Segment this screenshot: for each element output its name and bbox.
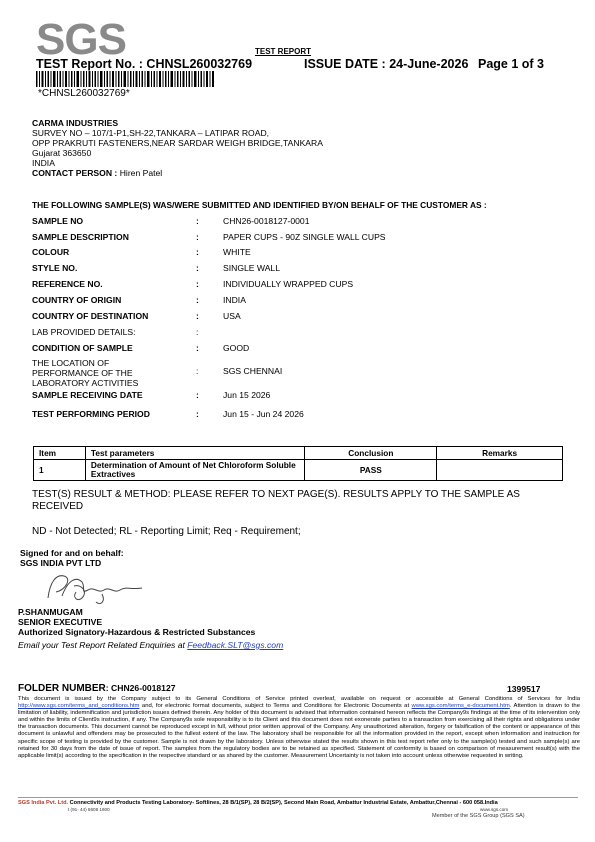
test-table	[33, 446, 563, 481]
contact-label: CONTACT PERSON :	[32, 168, 118, 178]
signer-authority: Authorized Signatory-Hazardous & Restricted Substances	[18, 627, 256, 637]
row-label: CONDITION OF SAMPLE	[32, 343, 133, 353]
result-method-note: TEST(S) RESULT & METHOD: PLEASE REFER TO NEXT PAGE(S). RESULTS APPLY TO THE SAMPLE AS RECEIVED	[32, 489, 520, 512]
row-colon: :	[196, 311, 199, 321]
folder-label: FOLDER NUMBER	[18, 683, 106, 694]
row-label: SAMPLE RECEIVING DATE	[32, 390, 143, 400]
signer-title: SENIOR EXECUTIVE	[18, 617, 103, 627]
row-colon: :	[196, 343, 199, 353]
row-value: Jun 15 2026	[223, 390, 271, 400]
website-link[interactable]: www.sgs.com	[480, 807, 509, 812]
terms-part: and, for electronic format documents, subject to Terms and Conditions for Electronic Documents at	[141, 703, 410, 710]
row-value: Jun 15 - Jun 24 2026	[223, 409, 304, 419]
lab-name: SGS India Pvt. Ltd.	[18, 800, 69, 806]
signer-block	[18, 607, 255, 637]
row-label: COUNTRY OF ORIGIN	[32, 295, 122, 305]
lab-address-line	[18, 800, 498, 806]
contact-person	[32, 168, 323, 178]
report-number: TEST Report No. : CHNSL260032769	[36, 57, 253, 71]
row-colon: :	[196, 263, 199, 273]
table-header-row	[34, 447, 563, 460]
row-value: SGS CHENNAI	[223, 366, 283, 376]
cell-parameter: Determination of Amount of Net Chloroform Soluble Extractives	[85, 460, 305, 481]
row-value: INDIVIDUALLY WRAPPED CUPS	[223, 279, 354, 289]
row-label: THE LOCATION OF PERFORMANCE OF THE LABORATORY ACTIVITIES	[32, 358, 139, 388]
folder-value: : CHN26-0018127	[105, 683, 176, 693]
lab-phone: t (91- 44) 6608 1600	[68, 807, 110, 812]
signed-block	[20, 548, 124, 568]
customer-name: CARMA INDUSTRIES	[32, 118, 119, 128]
row-value: INDIA	[223, 295, 246, 305]
sgs-logo: SGS	[36, 15, 126, 64]
row-value: CHN26-0018127-0001	[223, 216, 310, 226]
address-line: SURVEY NO – 107/1-P1,SH-22,TANKARA – LATIPAR ROAD,	[32, 128, 270, 138]
row-label: STYLE NO.	[32, 263, 78, 273]
handwritten-signature	[42, 568, 152, 608]
cell-remarks	[437, 460, 563, 481]
terms-part: . Attention is drawn to the limitation of liability, indemnification and jurisdiction issues defined therein. Any holder of this document is advised that information contained hereon reflects the Company9s findings at the time of its intervention only and within the limits of Client9s instruction, if any. The Company9s sole responsibility is to its Client and this document does not exonerate parties to a transaction from exercising all their rights and obligations under the transaction documents. This document cannot be reproduced except in full, without prior written approval of the Company. Any unauthorized alteration, forgery or falsification of the content or appearance of this document is unlawful and offenders may be prosecuted to the fullest extent of the law. The laboratory shall be responsible for all the information provided in the report, except when information and instruction for specific scope of testing is provided by the customer. Sample is not drawn by the laboratory. Unless otherwise stated the results shown in this test report refer only to the sample(s) tested and such sample(s) are retained for 30 days from the date of issue of report. The samples from the regulatory bodies are to be retained as specified. Statement of conformity is based on comparison of measurement result(s) with the applicable limit(s) according to the specification in the respective standard or as shared by the customer. Measurement Uncertainty is not taken into account unless otherwise requested in writing.	[18, 703, 580, 759]
barcode	[36, 71, 214, 87]
row-value: USA	[223, 311, 241, 321]
row-value: PAPER CUPS - 90Z SINGLE WALL CUPS	[223, 232, 386, 242]
terms-part: This document is issued by the Company subject to its General Conditions of Service printed overleaf, available on request or accessible at General Conditions of Services for India	[18, 696, 580, 702]
enquiry-email-line	[18, 640, 283, 650]
footer-divider	[18, 797, 578, 798]
feedback-email-link[interactable]: Feedback.SLT@sgs.com	[187, 640, 284, 650]
table-row	[34, 460, 563, 481]
email-prefix: Email your Test Report Related Enquiries at	[18, 640, 185, 650]
row-colon: :	[196, 279, 199, 289]
address-line: INDIA	[32, 158, 55, 168]
row-colon: :	[196, 327, 199, 337]
terms-link[interactable]: http://www.sgs.com/terms_and_conditions.htm	[18, 703, 140, 710]
row-label: COLOUR	[32, 247, 70, 257]
abbreviations-note: ND - Not Detected; RL - Reporting Limit; Req - Requirement;	[32, 526, 301, 537]
row-colon: :	[196, 366, 199, 376]
row-colon: :	[196, 390, 199, 400]
signed-for-label: Signed for and on behalf:	[20, 548, 124, 558]
folder-code: 1399517	[507, 684, 541, 694]
customer-address	[32, 118, 323, 178]
row-label: SAMPLE NO	[32, 216, 84, 226]
row-label: LAB PROVIDED DETAILS:	[32, 327, 136, 337]
issue-date: ISSUE DATE : 24-June-2026	[304, 57, 469, 71]
cell-item: 1	[34, 460, 86, 481]
report-label: TEST REPORT	[255, 47, 312, 56]
col-header-remarks: Remarks	[437, 447, 563, 460]
row-colon: :	[196, 247, 199, 257]
barcode-text: *CHNSL260032769*	[38, 88, 130, 99]
col-header-conclusion: Conclusion	[305, 447, 437, 460]
cell-conclusion: PASS	[305, 460, 437, 481]
col-header-parameters: Test parameters	[85, 447, 305, 460]
terms-text	[18, 696, 580, 760]
row-colon: :	[196, 409, 199, 419]
row-value: GOOD	[223, 343, 250, 353]
address-line: OPP PRAKRUTI FASTENERS,NEAR SARDAR WEIGH BRIDGE,TANKARA	[32, 138, 323, 148]
row-label: SAMPLE DESCRIPTION	[32, 232, 129, 242]
row-colon: :	[196, 295, 199, 305]
row-colon: :	[196, 232, 199, 242]
row-label: TEST PERFORMING PERIOD	[32, 409, 150, 419]
page-number: Page 1 of 3	[478, 57, 544, 71]
sample-heading: THE FOLLOWING SAMPLE(S) WAS/WERE SUBMITTED AND IDENTIFIED BY/ON BEHALF OF THE CUSTOMER AS :	[32, 200, 487, 210]
folder-number	[18, 683, 176, 694]
row-colon: :	[196, 216, 199, 226]
lab-address: Connectivity and Products Testing Laboratory- Softlines, 28 B/1(SP), 28 B/2(SP), Second Main Road, Ambattur Industrial Estate, Ambattur,Chennai - 600 058.India	[69, 800, 498, 806]
row-label: REFERENCE NO.	[32, 279, 103, 289]
signing-company: SGS INDIA PVT LTD	[20, 558, 102, 568]
signer-name: P.SHANMUGAM	[18, 607, 83, 617]
address-line: Gujarat 363650	[32, 148, 92, 158]
col-header-item: Item	[34, 447, 86, 460]
row-label: COUNTRY OF DESTINATION	[32, 311, 149, 321]
row-value: WHITE	[223, 247, 251, 257]
contact-name: Hiren Patel	[119, 168, 163, 178]
edocument-terms-link[interactable]: www.sgs.com/terms_e-document.htm	[411, 703, 510, 710]
row-value: SINGLE WALL	[223, 263, 280, 273]
member-note: Member of the SGS Group (SGS SA)	[432, 813, 525, 819]
